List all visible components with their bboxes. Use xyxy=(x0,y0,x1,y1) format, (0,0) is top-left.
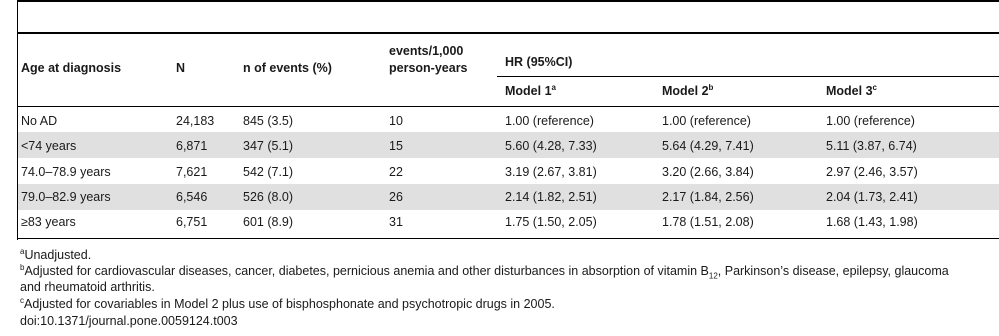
cell-events: 526 (8.0) xyxy=(243,190,294,204)
cell-n: 7,621 xyxy=(176,165,208,179)
cell-n: 6,871 xyxy=(176,139,208,153)
cell-events: 347 (5.1) xyxy=(243,139,294,153)
cell-age: ≥83 years xyxy=(21,215,76,229)
cell-rate: 15 xyxy=(389,139,403,153)
col-header-model2: Model 2$^b$ xyxy=(662,82,714,98)
cell-model2: 2.17 (1.84, 2.56) xyxy=(662,190,754,204)
cell-age: 79.0–82.9 years xyxy=(21,190,111,204)
col-header-events: n of events (%) xyxy=(243,61,332,75)
cell-model1: 3.19 (2.67, 3.81) xyxy=(505,165,597,179)
cell-model3: 2.04 (1.73, 2.41) xyxy=(826,190,918,204)
cell-rate: 31 xyxy=(389,215,403,229)
footnote-a: $^a$Unadjusted. xyxy=(20,246,92,262)
cell-n: 6,751 xyxy=(176,215,208,229)
cell-model2: 3.20 (2.66, 3.84) xyxy=(662,165,754,179)
table-bottom-rule xyxy=(17,238,999,239)
cell-age: <74 years xyxy=(21,139,77,153)
hr-subheader-rule xyxy=(497,76,999,77)
header-bottom-rule xyxy=(17,106,999,107)
doi-label: doi:10.1371/journal.pone.0059124.t003 xyxy=(20,314,238,328)
cell-n: 6,546 xyxy=(176,190,208,204)
cell-model2: 1.78 (1.51, 2.08) xyxy=(662,215,754,229)
col-header-rate-line1: events/1,000 xyxy=(389,44,464,58)
cell-model3: 1.00 (reference) xyxy=(826,114,915,128)
cell-rate: 10 xyxy=(389,114,403,128)
footnote-b: $^b$Adjusted for cardiovascular diseases, cancer, diabetes, pernicious anemia and other disturbances in absorption of vitamin $B_{12}$, Parkinson’s disease, epilepsy, glaucoma xyxy=(20,262,949,281)
cell-events: 845 (3.5) xyxy=(243,114,294,128)
cell-model1: 5.60 (4.28, 7.33) xyxy=(505,139,597,153)
col-header-age: Age at diagnosis xyxy=(21,61,122,75)
col-header-hr: HR (95%CI) xyxy=(505,55,573,69)
col-header-rate-line2: person-years xyxy=(389,61,468,75)
col-header-model1: Model 1$^a$ xyxy=(505,82,556,98)
header-top-rule xyxy=(17,32,999,34)
table-top-rule xyxy=(17,0,999,2)
cell-model1: 1.00 (reference) xyxy=(505,114,594,128)
cell-rate: 22 xyxy=(389,165,403,179)
footnote-b-continued: and rheumatoid arthritis. xyxy=(20,280,155,294)
col-header-model3: Model 3$^c$ xyxy=(826,82,877,98)
cell-model2: 1.00 (reference) xyxy=(662,114,751,128)
cell-age: No AD xyxy=(21,114,58,128)
cell-model1: 1.75 (1.50, 2.05) xyxy=(505,215,597,229)
cell-n: 24,183 xyxy=(176,114,215,128)
cell-events: 601 (8.9) xyxy=(243,215,294,229)
cell-model2: 5.64 (4.29, 7.41) xyxy=(662,139,754,153)
col-header-n: N xyxy=(176,61,186,75)
cell-age: 74.0–78.9 years xyxy=(21,165,111,179)
cell-model3: 5.11 (3.87, 6.74) xyxy=(826,139,917,153)
cell-model1: 2.14 (1.82, 2.51) xyxy=(505,190,597,204)
cell-rate: 26 xyxy=(389,190,403,204)
cell-model3: 1.68 (1.43, 1.98) xyxy=(826,215,918,229)
footnote-c: $^c$Adjusted for covariables in Model 2 plus use of bisphosphonate and psychotropic drugs in 2005. xyxy=(20,295,555,311)
cell-model3: 2.97 (2.46, 3.57) xyxy=(826,165,918,179)
cell-events: 542 (7.1) xyxy=(243,165,294,179)
